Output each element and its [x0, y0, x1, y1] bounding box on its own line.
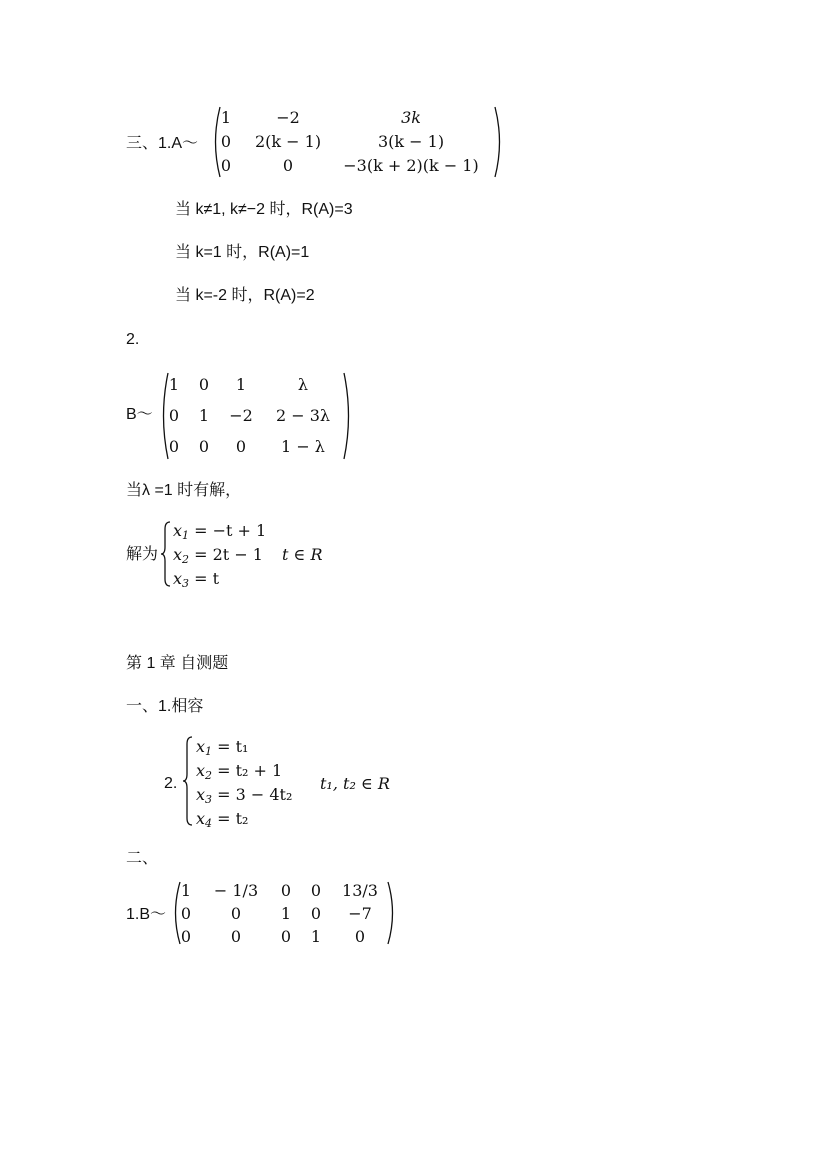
rank-case-3: 当 k=-2 时，R(A)=2 [175, 287, 315, 304]
matrix-c-cell: 0 [180, 927, 192, 946]
matrix-c-cell: 0 [310, 881, 322, 900]
matrix-c-cell: 0 [280, 927, 292, 946]
solution-domain: t ∈ R [282, 545, 323, 564]
matrix-b-cell: 0 [235, 437, 247, 456]
matrix-c-cell: 1 [280, 904, 292, 923]
system-line-1: $x_1 = t_1$ [196, 737, 249, 758]
matrix-c-cell: 1 [180, 881, 192, 900]
matrix-b-cell: 1 [168, 375, 180, 394]
rank-case-2: 当 k=1 时，R(A)=1 [175, 244, 310, 261]
matrix-b-prefix: B～ [126, 406, 153, 423]
system-line-3: $x_3 = 3 - 4t_2$ [196, 785, 293, 806]
matrix-c-cell: 0 [280, 881, 292, 900]
matrix-a-cell: 3k [401, 108, 421, 127]
left-brace [160, 521, 172, 587]
solvable-condition: 当λ =1 时有解， [126, 482, 242, 499]
matrix-c-cell: − 1/3 [213, 881, 259, 900]
left-brace [182, 736, 194, 826]
matrix-c [170, 880, 400, 946]
matrix-b-cell: 1 [235, 375, 247, 394]
matrix-c-cell: 0 [230, 927, 242, 946]
matrix-b-cell: 1 − λ [281, 437, 325, 456]
matrix-a-cell: 0 [220, 132, 232, 151]
rank-case-1: 当 k≠1, k≠−2 时，R(A)=3 [175, 201, 353, 218]
matrix-c-cell: 0 [354, 927, 366, 946]
matrix-a [210, 104, 505, 180]
matrix-c-cell: 1 [310, 927, 322, 946]
matrix-b-cell: 1 [198, 406, 210, 425]
right-paren [386, 881, 398, 945]
matrix-a-cell: 3(k − 1) [377, 132, 445, 151]
part1-item1: 一、1.相容 [126, 698, 204, 715]
matrix-a-cell: 1 [220, 108, 232, 127]
solution-line-1: $x_1 = -t + 1$ [173, 521, 267, 542]
matrix-b [158, 370, 358, 462]
matrix-c-cell: −7 [348, 904, 372, 923]
system-line-4: $x_4 = t_2$ [196, 809, 249, 830]
system-domain: t₁, t₂ ∈ R [320, 774, 390, 793]
solution-line-2: $x_2 = 2t - 1$ [173, 545, 263, 566]
matrix-b-cell: 0 [198, 375, 210, 394]
matrix-c-cell: 0 [230, 904, 242, 923]
q3-1-prefix: 三、1.A～ [126, 135, 199, 152]
matrix-a-cell: 0 [220, 156, 232, 175]
matrix-b-cell: 2 − 3λ [275, 406, 331, 425]
part2-label: 二、 [126, 850, 159, 867]
matrix-b-cell: −2 [229, 406, 253, 425]
matrix-a-cell: −2 [276, 108, 300, 127]
system-line-2: $x_2 = t_2 + 1$ [196, 761, 283, 782]
matrix-a-cell: 0 [282, 156, 294, 175]
matrix-a-cell: 2(k − 1) [254, 132, 322, 151]
part1-item2-label: 2. [164, 775, 178, 792]
matrix-c-prefix: 1.B～ [126, 906, 167, 923]
matrix-c-cell: 0 [310, 904, 322, 923]
matrix-b-cell: λ [297, 375, 309, 394]
solution-line-3: $x_3 = t$ [173, 569, 220, 590]
matrix-c-cell: 0 [180, 904, 192, 923]
right-paren [493, 106, 505, 178]
matrix-b-cell: 0 [168, 406, 180, 425]
q3-2-label: 2. [126, 331, 140, 348]
matrix-c-cell: 13/3 [342, 881, 378, 900]
right-paren [342, 372, 354, 460]
solution-prefix: 解为 [126, 546, 159, 563]
chapter-title: 第 1 章 自测题 [126, 655, 229, 672]
matrix-a-cell: −3(k + 2)(k − 1) [343, 156, 479, 175]
matrix-b-cell: 0 [168, 437, 180, 456]
matrix-b-cell: 0 [198, 437, 210, 456]
